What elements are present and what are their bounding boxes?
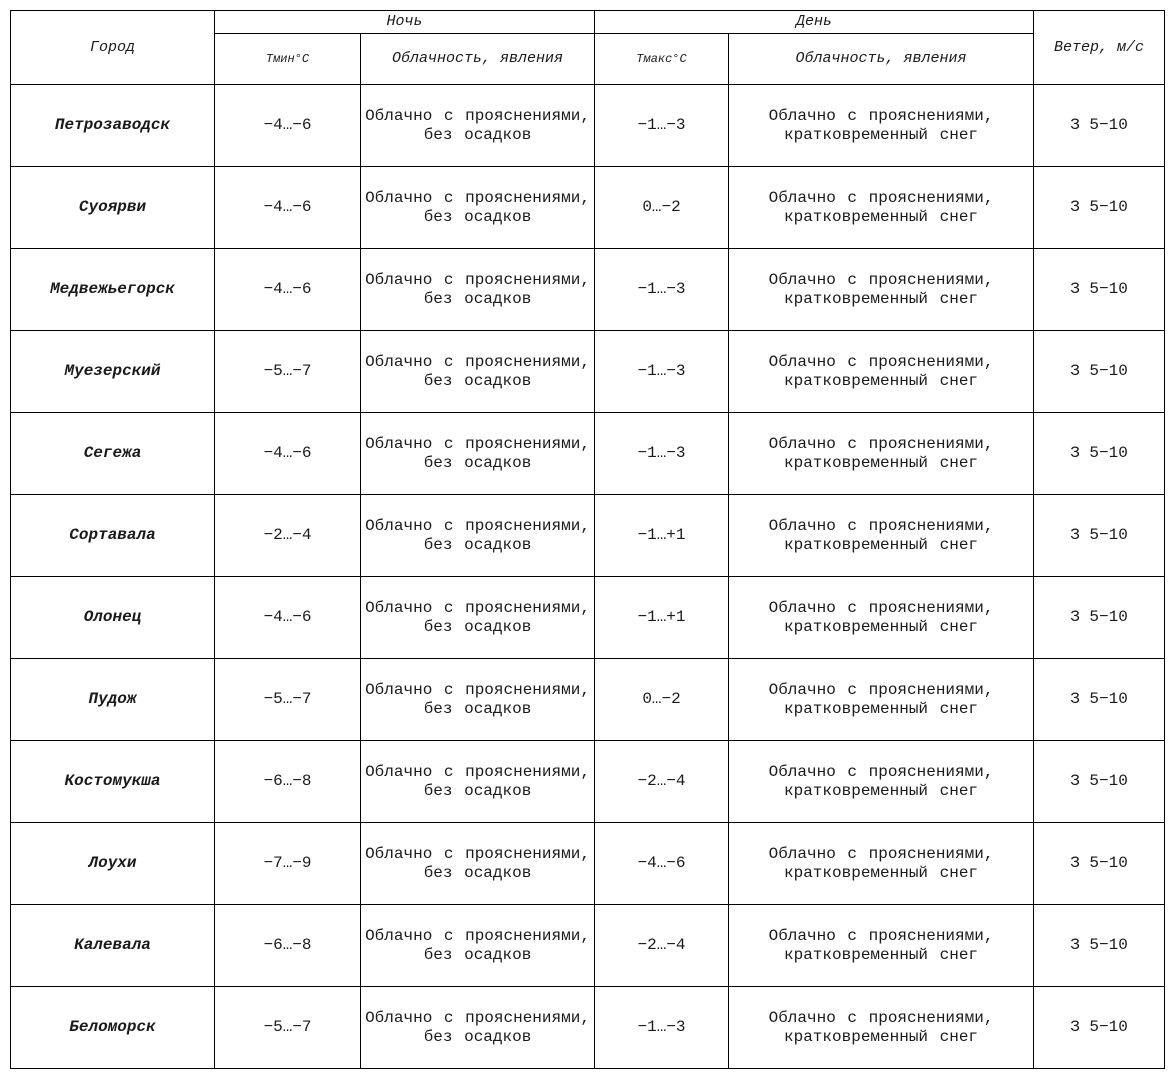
night-conditions: Облачно с прояснениями, без осадков (361, 987, 595, 1069)
night-conditions: Облачно с прояснениями, без осадков (361, 495, 595, 577)
day-temp: −2…−4 (595, 741, 729, 823)
day-temp: −1…−3 (595, 413, 729, 495)
day-conditions: Облачно с прояснениями, кратковременный снег (729, 659, 1034, 741)
wind: З 5−10 (1034, 741, 1165, 823)
forecast-table-wrapper (10, 10, 1165, 1069)
night-temp: −4…−6 (215, 249, 361, 331)
day-conditions: Облачно с прояснениями, кратковременный снег (729, 741, 1034, 823)
city-name: Олонец (11, 577, 215, 659)
night-temp: −4…−6 (215, 577, 361, 659)
table-header (11, 11, 1165, 85)
header-night-cloud: Облачность, явления (361, 34, 595, 85)
table-row (11, 741, 1165, 823)
day-temp: −1…−3 (595, 987, 729, 1069)
night-conditions: Облачно с прояснениями, без осадков (361, 741, 595, 823)
night-temp: −2…−4 (215, 495, 361, 577)
day-conditions: Облачно с прояснениями, кратковременный снег (729, 85, 1034, 167)
forecast-table (10, 10, 1165, 1069)
wind: З 5−10 (1034, 167, 1165, 249)
city-name: Беломорск (11, 987, 215, 1069)
table-body (11, 85, 1165, 1069)
day-temp: −1…+1 (595, 495, 729, 577)
night-temp: −4…−6 (215, 413, 361, 495)
day-conditions: Облачно с прояснениями, кратковременный снег (729, 331, 1034, 413)
day-temp: −1…−3 (595, 249, 729, 331)
wind: З 5−10 (1034, 331, 1165, 413)
day-temp: 0…−2 (595, 659, 729, 741)
header-day: День (595, 11, 1034, 34)
wind: З 5−10 (1034, 249, 1165, 331)
night-conditions: Облачно с прояснениями, без осадков (361, 659, 595, 741)
night-temp: −6…−8 (215, 905, 361, 987)
table-row (11, 577, 1165, 659)
city-name: Калевала (11, 905, 215, 987)
table-row (11, 85, 1165, 167)
wind: З 5−10 (1034, 85, 1165, 167)
wind: З 5−10 (1034, 659, 1165, 741)
day-conditions: Облачно с прояснениями, кратковременный снег (729, 905, 1034, 987)
table-row (11, 249, 1165, 331)
wind: З 5−10 (1034, 823, 1165, 905)
city-name: Суоярви (11, 167, 215, 249)
wind: З 5−10 (1034, 413, 1165, 495)
night-conditions: Облачно с прояснениями, без осадков (361, 331, 595, 413)
header-tmin: Тмин°С (215, 34, 361, 85)
wind: З 5−10 (1034, 577, 1165, 659)
day-conditions: Облачно с прояснениями, кратковременный снег (729, 577, 1034, 659)
wind: З 5−10 (1034, 905, 1165, 987)
night-conditions: Облачно с прояснениями, без осадков (361, 823, 595, 905)
day-temp: −1…−3 (595, 331, 729, 413)
header-day-cloud: Облачность, явления (729, 34, 1034, 85)
night-conditions: Облачно с прояснениями, без осадков (361, 85, 595, 167)
day-temp: 0…−2 (595, 167, 729, 249)
header-night: Ночь (215, 11, 595, 34)
day-temp: −4…−6 (595, 823, 729, 905)
table-row (11, 167, 1165, 249)
city-name: Пудож (11, 659, 215, 741)
city-name: Петрозаводск (11, 85, 215, 167)
wind: З 5−10 (1034, 987, 1165, 1069)
day-conditions: Облачно с прояснениями, кратковременный снег (729, 495, 1034, 577)
night-conditions: Облачно с прояснениями, без осадков (361, 905, 595, 987)
day-conditions: Облачно с прояснениями, кратковременный снег (729, 823, 1034, 905)
day-conditions: Облачно с прояснениями, кратковременный снег (729, 167, 1034, 249)
night-temp: −4…−6 (215, 167, 361, 249)
city-name: Медвежьегорск (11, 249, 215, 331)
night-temp: −7…−9 (215, 823, 361, 905)
city-name: Муезерский (11, 331, 215, 413)
city-name: Лоухи (11, 823, 215, 905)
day-temp: −2…−4 (595, 905, 729, 987)
night-conditions: Облачно с прояснениями, без осадков (361, 413, 595, 495)
night-temp: −6…−8 (215, 741, 361, 823)
table-row (11, 905, 1165, 987)
table-row (11, 823, 1165, 905)
header-city: Город (11, 11, 215, 85)
header-wind: Ветер, м/с (1034, 11, 1165, 85)
night-temp: −4…−6 (215, 85, 361, 167)
table-row (11, 659, 1165, 741)
night-conditions: Облачно с прояснениями, без осадков (361, 249, 595, 331)
table-row (11, 331, 1165, 413)
night-conditions: Облачно с прояснениями, без осадков (361, 167, 595, 249)
table-row (11, 495, 1165, 577)
night-temp: −5…−7 (215, 987, 361, 1069)
city-name: Сортавала (11, 495, 215, 577)
night-temp: −5…−7 (215, 331, 361, 413)
table-row (11, 987, 1165, 1069)
city-name: Костомукша (11, 741, 215, 823)
day-temp: −1…−3 (595, 85, 729, 167)
day-conditions: Облачно с прояснениями, кратковременный снег (729, 413, 1034, 495)
day-temp: −1…+1 (595, 577, 729, 659)
wind: З 5−10 (1034, 495, 1165, 577)
header-tmax: Тмакс°С (595, 34, 729, 85)
city-name: Сегежа (11, 413, 215, 495)
day-conditions: Облачно с прояснениями, кратковременный снег (729, 249, 1034, 331)
table-row (11, 413, 1165, 495)
day-conditions: Облачно с прояснениями, кратковременный снег (729, 987, 1034, 1069)
night-temp: −5…−7 (215, 659, 361, 741)
night-conditions: Облачно с прояснениями, без осадков (361, 577, 595, 659)
